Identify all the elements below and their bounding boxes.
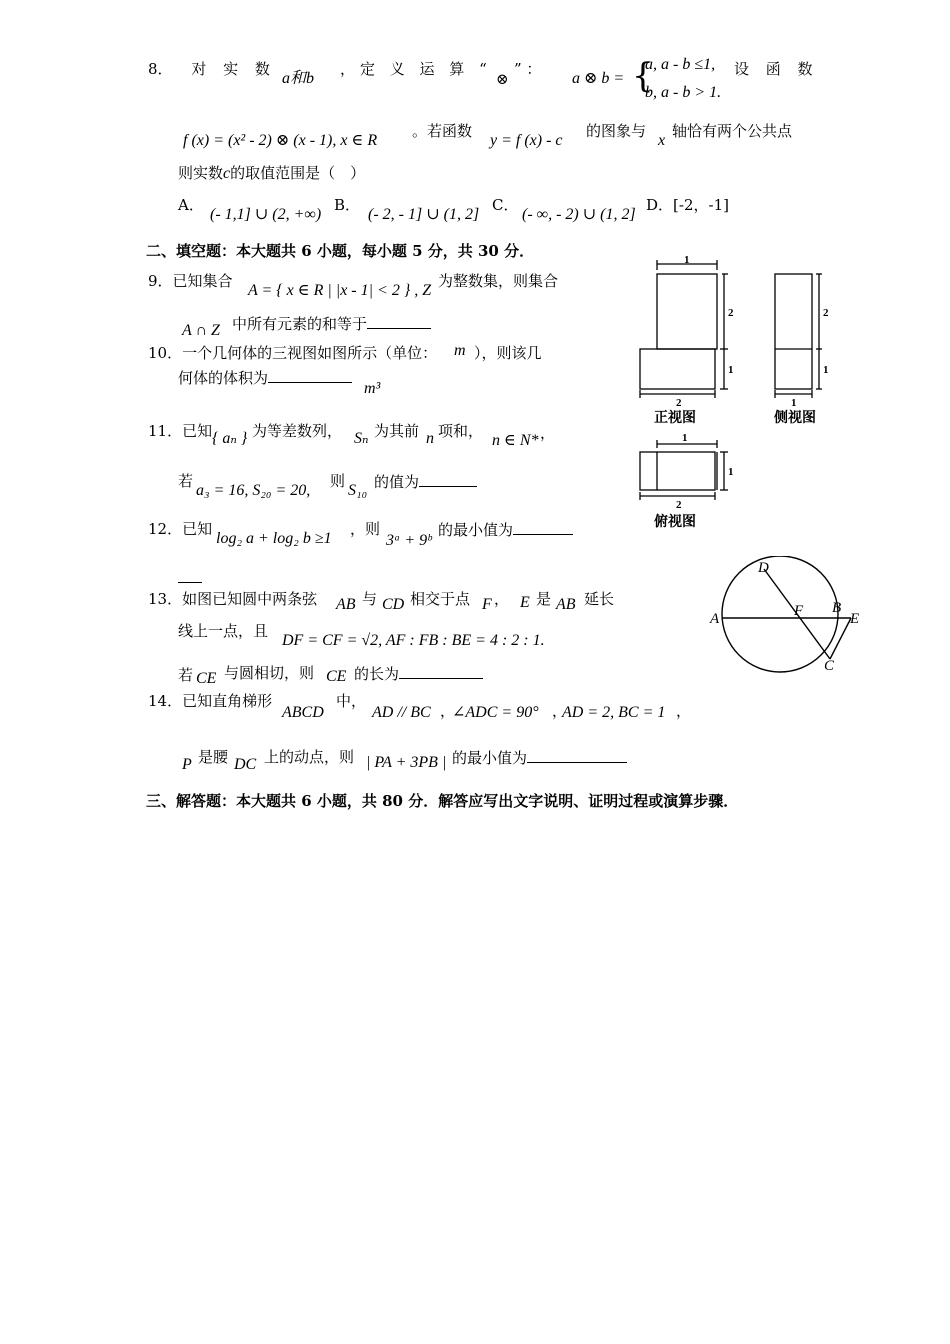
q8-mid: 。若函数	[412, 122, 473, 140]
q13-post: 延长	[584, 590, 615, 608]
section3-title: 三、解答题：本大题共 6 小题，共 80 分．解答应写出文字说明、证明过程或演算步骤．	[146, 792, 739, 810]
q13-l3-ce: CE	[196, 670, 217, 687]
q8-func: f (x) = (x² - 2) ⊗ (x - 1), x ∈ R	[183, 132, 378, 149]
q8-tail2a: 的图象与	[586, 122, 647, 140]
point-e: E	[850, 611, 860, 627]
q11-answer-blank[interactable]	[419, 470, 477, 487]
q8-option-c-label: C．	[492, 196, 519, 214]
three-view-figure	[620, 250, 850, 540]
q11-mid2: 为其前	[374, 422, 420, 440]
q12-expr: 3ᵃ + 9ᵇ	[386, 532, 432, 549]
q14-l2-mid2: 上的动点，则	[264, 748, 355, 766]
q13-e: E	[520, 594, 530, 611]
q13-l3-ce2: CE	[326, 668, 347, 685]
front-dim-right-lower: 1	[728, 364, 734, 376]
q11-l2-mid: 则	[330, 472, 346, 490]
q8-brace: {	[632, 56, 654, 96]
q14-dc: DC	[234, 756, 257, 773]
q8-vars: a和b	[282, 70, 315, 87]
q8-lhs: a ⊗ b =	[572, 70, 625, 87]
point-f: F	[794, 603, 804, 619]
q9-line2: 中所有元素的和等于	[232, 312, 431, 335]
q14-c3: ，	[676, 702, 692, 720]
q8-op: ⊗	[496, 70, 509, 88]
q9-post: 为整数集，则集合	[438, 272, 559, 290]
q11-sn: Sₙ	[354, 430, 369, 447]
q12-answer-blank[interactable]	[513, 518, 573, 535]
q10-unit2: m³	[364, 380, 381, 397]
q13-and: 与	[362, 590, 378, 608]
q13-comma: ，	[494, 590, 510, 608]
q11-line2: 的值为	[374, 470, 477, 493]
side-dim-right-upper: 2	[823, 307, 829, 319]
q11-seq: { aₙ }	[212, 430, 248, 447]
top-dim-top: 1	[682, 432, 688, 444]
q14-p: P	[182, 756, 192, 773]
front-dim-bottom: 2	[676, 397, 682, 409]
q8-option-b: (- 2, - 1] ∪ (1, 2]	[368, 206, 480, 223]
q8-option-a-label: A．	[178, 196, 204, 214]
q12-line: 的最小值为	[438, 518, 573, 541]
q8-line1: 8． 对 实 数	[148, 60, 276, 78]
q8-option-d: D．[-2，-1]	[646, 196, 729, 214]
front-dim-right-upper: 2	[728, 307, 734, 319]
q14-answer-blank[interactable]	[527, 746, 627, 763]
q11-comma: ，	[540, 424, 556, 442]
q8-case1: a, a - b ≤1,	[645, 56, 716, 73]
circle-figure	[708, 556, 868, 676]
q13-is: 是	[536, 590, 552, 608]
front-dim-top: 1	[684, 254, 690, 266]
q9-expr: A ∩ Z	[182, 322, 220, 339]
q8-option-a: (- 1,1] ∪ (2, +∞)	[210, 206, 322, 223]
q11-mid: 为等差数列，	[252, 422, 343, 440]
q10-unit: m	[454, 342, 466, 359]
front-view	[640, 260, 728, 398]
q13-ab: AB	[336, 596, 356, 613]
side-view	[775, 274, 822, 398]
q13-line1: 13．如图已知圆中两条弦	[148, 590, 318, 608]
q13-l3: 的长为	[354, 662, 483, 685]
q13-l2-expr: DF = CF = √2, AF : FB : BE = 4 : 2 : 1.	[282, 632, 545, 649]
q11-line1: 11．已知	[148, 422, 213, 440]
point-a: A	[710, 611, 720, 627]
top-dim-bottom: 2	[676, 499, 682, 511]
point-b: B	[832, 600, 842, 616]
top-view-label: 俯视图	[654, 515, 696, 530]
q9-line1: 9．已知集合	[148, 272, 233, 290]
q11-l2-cond: a₃ = 16, S₂₀ = 20,	[196, 482, 311, 499]
q13-mid: 相交于点	[410, 590, 471, 608]
q10-line2: 何体的体积为	[178, 366, 352, 389]
q13-answer-blank[interactable]	[399, 662, 483, 679]
q11-l2-s10: S₁₀	[348, 482, 368, 499]
q10-line1: 10．一个几何体的三视图如图所示（单位：	[148, 344, 438, 362]
q8-xvar: x	[658, 132, 666, 149]
q9-answer-blank[interactable]	[367, 312, 431, 329]
q11-cond: n ∈ N*	[492, 432, 539, 449]
q14-c2: ，	[552, 702, 568, 720]
section2-title: 二、填空题：本大题共 6 小题，每小题 5 分，共 30 分．	[146, 242, 535, 260]
q12-line1: 12．已知	[148, 520, 213, 538]
q13-ab2: AB	[556, 596, 576, 613]
top-view	[640, 440, 728, 500]
q8-define: ，定 义 运 算 “	[340, 60, 492, 78]
q11-l2-pre: 若	[178, 472, 194, 490]
q8-line3: 则实数c的取值范围是（ ）	[178, 164, 366, 182]
q14-c1: ，	[440, 702, 456, 720]
point-c: C	[824, 658, 835, 674]
q14-line1: 14．已知直角梯形	[148, 692, 273, 710]
q8-tail2b: 轴恰有两个公共点	[672, 122, 793, 140]
q10-answer-blank[interactable]	[268, 366, 352, 383]
q14-cond2: ∠ADC = 90°	[452, 704, 539, 721]
q14-cond3: AD = 2, BC = 1	[562, 704, 666, 721]
q11-n: n	[426, 430, 434, 447]
q14-l2-mid: 是腰	[198, 748, 229, 766]
q14-l2: 的最小值为	[452, 746, 627, 769]
circle	[722, 556, 838, 672]
q8-quote-close: ” ：	[514, 60, 542, 78]
q8-y: y = f (x) - c	[490, 132, 563, 149]
q8-case2: b, a - b > 1.	[645, 84, 722, 101]
q9-set: A = { x ∈ R | |x - 1| < 2 } , Z	[248, 282, 432, 299]
q13-f: F	[482, 596, 492, 613]
q12-mid: ，则	[350, 520, 381, 538]
side-dim-right-lower: 1	[823, 364, 829, 376]
q13-l3-mid: 与圆相切，则	[224, 664, 315, 682]
point-d: D	[758, 560, 769, 576]
q13-l2-pre: 线上一点，且	[178, 622, 269, 640]
q12-cond: log₂ a + log₂ b ≥1	[216, 530, 332, 547]
q12-blank-cont[interactable]	[178, 582, 202, 583]
q13-l3-pre: 若	[178, 666, 194, 684]
q14-mid: 中，	[336, 692, 367, 710]
top-dim-right: 1	[728, 466, 734, 478]
q13-cd: CD	[382, 596, 405, 613]
q14-expr: | PA + 3PB |	[366, 754, 447, 771]
q10-l1b: ），则该几	[474, 344, 542, 362]
q14-abcd: ABCD	[282, 704, 324, 721]
q8-tail: 设 函 数	[734, 60, 819, 78]
q11-mid3: 项和，	[438, 422, 484, 440]
side-dim-bottom: 1	[791, 397, 797, 409]
q8-option-b-label: B．	[334, 196, 361, 214]
front-view-label: 正视图	[654, 411, 696, 426]
q8-option-c: (- ∞, - 2) ∪ (1, 2]	[522, 206, 636, 223]
q14-cond: AD // BC	[372, 704, 431, 721]
side-view-label: 侧视图	[774, 411, 816, 426]
